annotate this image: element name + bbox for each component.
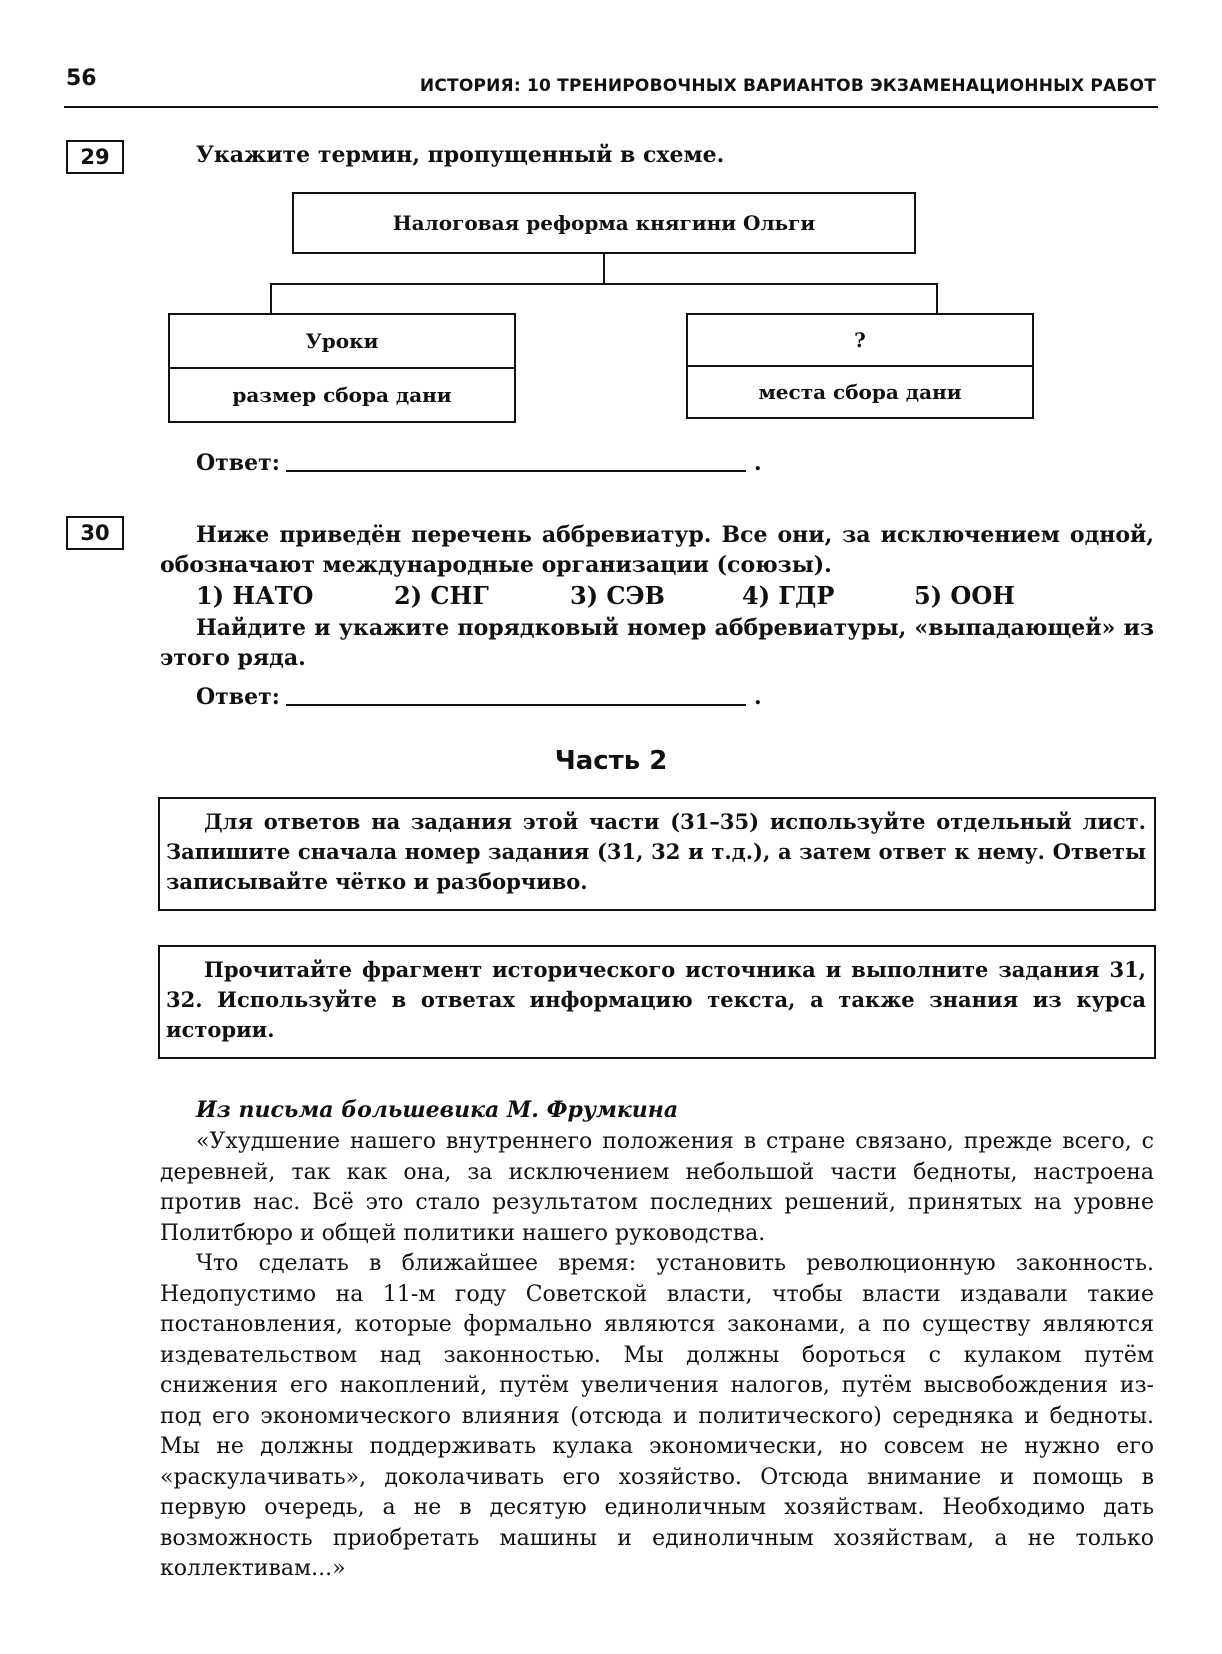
source-paragraph-2: Что сделать в ближайшее время: установить революционную законность. Недопустимо на 11-м году Советской власти, чтобы власти издавали такие постановления, которые формально являются законами, а по существу являются издевательством над законностью. Мы должны бороться с кулаком путём снижения его накоплений, путём увеличения налогов, путём высвобождения из-под его экономического влияния (отсюда и политического) середняка и бедноты. Мы не должны поддерживать кулака экономически, но совсем не нужно его «раскулачивать», доколачивать его хозяйство. Отсюда внимание и помощь в первую очередь, а не в десятую единоличным хозяйствам. Необходимо дать возможность приобретать машины и единоличным хозяйствам, а не только коллективам...»: [160, 1251, 1154, 1581]
question-number-29: 29: [66, 140, 124, 174]
q30-option-4: 4) ГДР: [742, 581, 835, 610]
q29-answer-line[interactable]: [286, 470, 746, 472]
diagram-root-label: Налоговая реформа княгини Ольги: [392, 211, 816, 235]
diagram-left-title: Уроки: [170, 315, 514, 369]
diagram-connector-horizontal: [270, 283, 938, 285]
q29-answer-end: .: [754, 450, 762, 476]
q30-answer-label: Ответ:: [196, 684, 280, 710]
diagram-right-box: [686, 313, 1034, 419]
q30-option-5: 5) ООН: [914, 581, 1015, 610]
q30-answer-line[interactable]: [286, 704, 746, 706]
q29-prompt: Укажите термин, пропущенный в схеме.: [196, 142, 725, 168]
source-title: Из письма большевика М. Фрумкина: [196, 1097, 679, 1123]
q30-intro: Ниже приведён перечень аббревиатур. Все они, за исключением одной, обозначают международные организации (союзы).: [160, 522, 1154, 578]
header-rule: [64, 106, 1158, 108]
q30-task: Найдите и укажите порядковый номер аббревиатуры, «выпадающей» из этого ряда.: [160, 615, 1154, 671]
diagram-right-title: ?: [688, 315, 1032, 367]
q30-option-3: 3) СЭВ: [570, 581, 665, 610]
q30-answer-end: .: [754, 684, 762, 710]
source-text: [160, 1127, 1154, 1585]
diagram-left-box: [168, 313, 516, 423]
source-instruction-text: Прочитайте фрагмент исторического источника и выполните задания 31, 32. Используйте в ответах информацию текста, а также знания из курса истории.: [166, 957, 1146, 1042]
part2-instruction-text: Для ответов на задания этой части (31–35) используйте отдельный лист. Запишите сначала номер задания (31, 32 и т.д.), а затем ответ к нему. Ответы записывайте чётко и разборчиво.: [166, 809, 1146, 894]
diagram-root-box: [292, 192, 916, 254]
source-paragraph-1: «Ухудшение нашего внутреннего положения в стране связано, прежде всего, с деревней, так как она, за исключением небольшой части бедноты, настроена против нас. Всё это стало результатом последних решений, принятых на уровне Политбюро и общей политики нашего руководства.: [160, 1129, 1154, 1246]
diagram-left-desc: размер сбора дани: [232, 383, 452, 407]
source-instruction-box: [158, 945, 1156, 1059]
diagram-connector-left: [270, 283, 272, 314]
q30-option-1: 1) НАТО: [196, 581, 314, 610]
diagram-right-desc: места сбора дани: [758, 380, 962, 404]
q29-answer-label: Ответ:: [196, 450, 280, 476]
page-number: 56: [66, 66, 97, 91]
part-2-title: Часть 2: [554, 746, 668, 776]
question-number-30: 30: [66, 516, 124, 550]
q30-option-2: 2) СНГ: [394, 581, 489, 610]
diagram-connector-vertical: [603, 254, 605, 284]
part2-instruction-box: [158, 797, 1156, 911]
running-title: ИСТОРИЯ: 10 ТРЕНИРОВОЧНЫХ ВАРИАНТОВ ЭКЗАМЕНАЦИОННЫХ РАБОТ: [419, 76, 1156, 96]
diagram-connector-right: [936, 283, 938, 314]
